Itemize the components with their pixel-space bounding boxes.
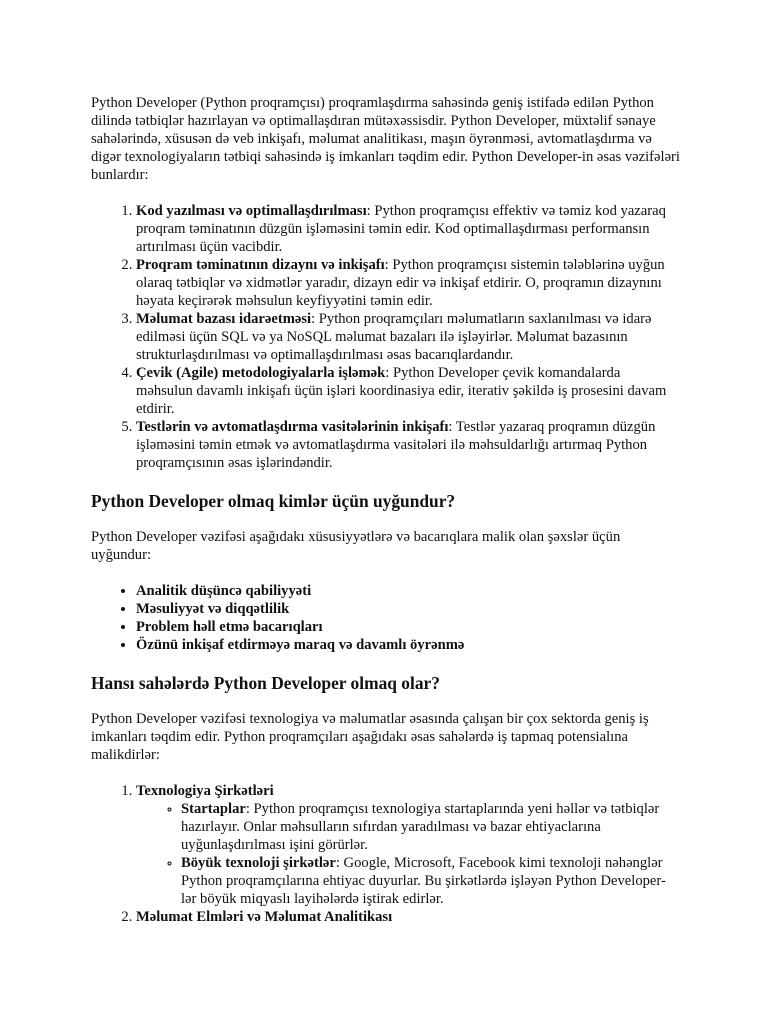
sector-item xyxy=(136,782,680,908)
duty-title: Testlərin və avtomatlaşdırma vasitələrinin inkişafı xyxy=(136,419,449,435)
trait-item: • Problem həll etmə bacarıqları xyxy=(136,618,680,636)
duties-list xyxy=(91,202,680,472)
duty-item xyxy=(136,364,680,418)
duty-title: Kod yazılması və optimallaşdırılması xyxy=(136,203,367,219)
traits-list xyxy=(91,582,680,654)
duty-title: Proqram təminatının dizaynı və inkişafı xyxy=(136,257,385,273)
sectors-list xyxy=(91,782,680,926)
sector-item xyxy=(136,908,680,926)
duty-item xyxy=(136,310,680,364)
sector-sub-list xyxy=(136,800,680,908)
duty-text: : Python proqramçısı sistemin tələblərinə uyğun olaraq tətbiqlər və xidmətlər yaradır, dizayn edir və inkişaf etdirir. O, proqramın dizaynını həyata keçirərək məhsulun keyfiyyətini təmin edir. xyxy=(136,257,665,309)
sub-item-text: : Google, Microsoft, Facebook kimi texnoloji nəhənglər Python proqramçılarına ehtiyac duyurlar. Bu şirkətlərdə işləyən Python Developer-lər böyük miqyaslı layihələrdə iştirak edirlər. xyxy=(181,855,666,907)
trait-item: • Özünü inkişaf etdirməyə maraq və davamlı öyrənmə xyxy=(136,636,680,654)
trait-item: • Məsuliyyət və diqqətlilik xyxy=(136,600,680,618)
sub-item-text: : Python proqramçısı texnologiya startaplarında yeni həllər və tətbiqlər hazırlayır. Onlar məhsulların sıfırdan yaradılması və bazar ehtiyaclarına uyğunlaşdırılması işini görürlər. xyxy=(181,801,660,853)
sector-title: Məlumat Elmləri və Məlumat Analitikası xyxy=(136,909,393,925)
sub-item-title: Startaplar xyxy=(181,801,246,817)
trait-item: • Analitik düşüncə qabiliyyəti xyxy=(136,582,680,600)
duty-item xyxy=(136,256,680,310)
duty-text: : Python Developer çevik komandalarda məhsulun davamlı inkişafı üçün işləri koordinasiya edir, iterativ şəkildə iş prosesini davam etdirir. xyxy=(136,365,667,417)
duty-title: Çevik (Agile) metodologiyalarla işləmək xyxy=(136,365,386,381)
duty-text: : Python proqramçıları məlumatların saxlanılması və idarə edilməsi üçün SQL və ya NoSQL məlumat bazaları ilə işləyirlər. Məlumat bazasının strukturlaşdırılması və optimallaşdırılması əsas bacarıqlardandır. xyxy=(136,311,652,363)
intro-paragraph: Python Developer (Python proqramçısı) proqramlaşdırma sahəsində geniş istifadə edilən Python dilində tətbiqlər hazırlayan və optimallaşdıran mütəxəssisdir. Python Developer, müxtəlif sənaye sahələrində, xüsusən də veb inkişafı, məlumat analitikası, maşın öyrənməsi, avtomatlaşdırma və digər texnologiyaların tətbiqi sahəsində iş imkanları təqdim edir. Python Developer-in əsas vəzifələri bunlardır: xyxy=(91,95,680,183)
sector-title: Texnologiya Şirkətləri xyxy=(136,783,274,799)
suitability-paragraph: Python Developer vəzifəsi aşağıdakı xüsusiyyətlərə və bacarıqlara malik olan şəxslər üçün uyğundur: xyxy=(91,529,621,563)
duty-text: : Testlər yazaraq proqramın düzgün işləməsini təmin etmək və avtomatlaşdırma vasitələri ilə məhsuldarlığı artırmaq Python proqramçısının əsas işlərindəndir. xyxy=(136,419,656,471)
duty-text: : Python proqramçısı effektiv və təmiz kod yazaraq proqram təminatının düzgün işləməsini təmin edir. Kod optimallaşdırması performansın artırılması üçün vacibdir. xyxy=(136,203,666,255)
fields-paragraph: Python Developer vəzifəsi texnologiya və məlumatlar əsasında çalışan bir çox sektorda geniş iş imkanları təqdim edir. Python proqramçıları aşağıdakı əsas sahələrdə iş tapmaq potensialına malikdirlər: xyxy=(91,711,649,763)
duty-item xyxy=(136,418,680,472)
section-heading-fields: Hansı sahələrdə Python Developer olmaq olar? xyxy=(91,673,440,693)
duty-item xyxy=(136,202,680,256)
sector-sub-item xyxy=(181,800,680,854)
duty-title: Məlumat bazası idarəetməsi xyxy=(136,311,312,327)
sector-sub-item xyxy=(181,854,680,908)
section-heading-suitability: Python Developer olmaq kimlər üçün uyğundur? xyxy=(91,491,456,511)
sub-item-title: Böyük texnoloji şirkətlər xyxy=(181,855,336,871)
